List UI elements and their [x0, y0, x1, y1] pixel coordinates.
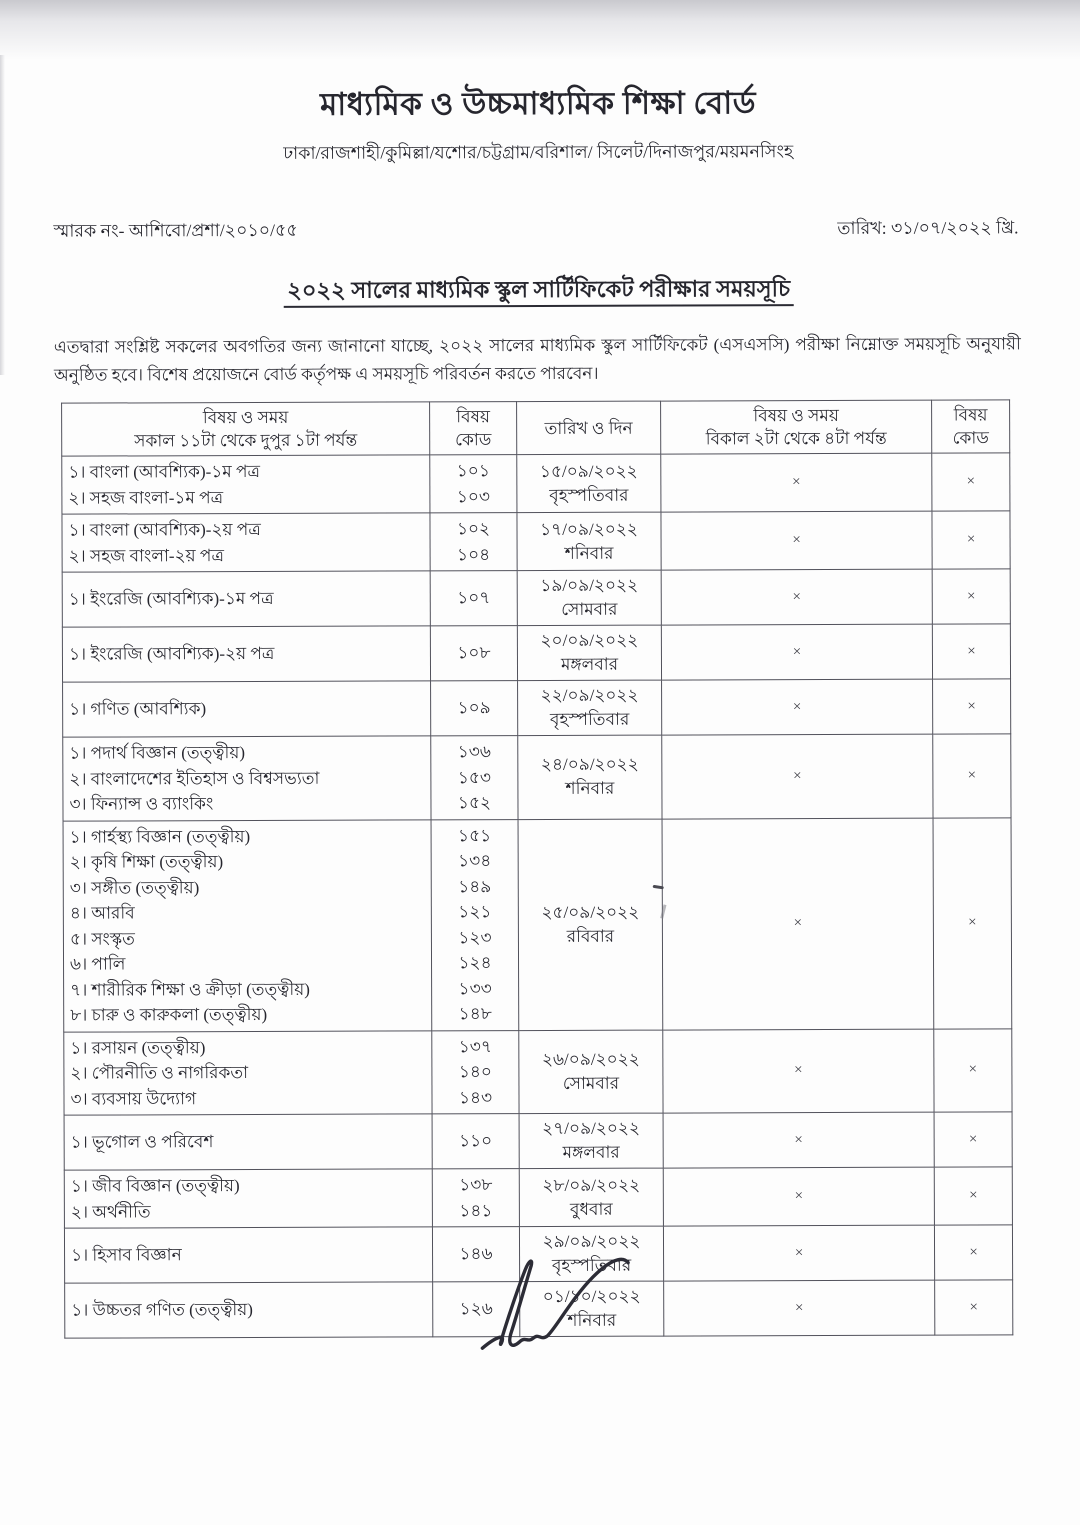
- date-day-cell: ২২/০৯/২০২২ বৃহস্পতিবার: [518, 680, 662, 736]
- date-day-cell: ২৭/০৯/২০২২ মঙ্গলবার: [519, 1113, 663, 1169]
- header-date-day: তারিখ ও দিন: [517, 401, 661, 455]
- afternoon-cell: ×: [661, 511, 932, 570]
- table-row: [62, 453, 1010, 514]
- afternoon-code-cell: ×: [932, 624, 1010, 679]
- subject-cell: ১। পদার্থ বিজ্ঞান (তত্ত্বীয়) ২। বাংলাদেশের ইতিহাস ও বিশ্বসভ্যতা ৩। ফিন্যান্স ও ব্যাংকিং: [63, 736, 431, 821]
- afternoon-code-cell: ×: [933, 679, 1011, 734]
- table-row: [62, 569, 1010, 627]
- header-subject-code: বিষয় কোড: [430, 402, 517, 455]
- header-morning-subject: বিষয় ও সময় সকাল ১১টা থেকে দুপুর ১টা পর্যন্ত: [62, 402, 430, 456]
- table-row: [64, 1112, 1012, 1170]
- memo-row: [53, 215, 1018, 247]
- afternoon-cell: ×: [661, 569, 932, 625]
- afternoon-cell: ×: [664, 1280, 935, 1336]
- afternoon-code-cell: ×: [934, 1225, 1012, 1280]
- afternoon-cell: ×: [663, 1167, 934, 1226]
- afternoon-code-cell: ×: [932, 569, 1010, 624]
- afternoon-code-cell: ×: [933, 817, 1012, 1028]
- table-row: [63, 817, 1012, 1031]
- afternoon-cell: ×: [661, 624, 932, 680]
- subject-code-cell: ১৩৬ ১৫৩ ১৫২: [431, 736, 518, 820]
- afternoon-code-cell: ×: [934, 1167, 1012, 1225]
- header-afternoon-subject: বিষয় ও সময় বিকাল ২টা থেকে ৪টা পর্যন্ত: [661, 400, 932, 454]
- subject-cell: ১। ভূগোল ও পরিবেশ: [64, 1114, 432, 1170]
- subject-code-cell: ১০২ ১০৪: [430, 513, 517, 571]
- afternoon-cell: ×: [662, 679, 933, 735]
- subject-code-cell: ১৩৮ ১৪১: [432, 1169, 519, 1227]
- afternoon-code-cell: ×: [934, 1028, 1012, 1112]
- org-board-list: ঢাকা/রাজশাহী/কুমিল্লা/যশোর/চট্টগ্রাম/বরিশাল/ সিলেট/দিনাজপুর/ময়মনসিংহ: [283, 141, 794, 163]
- table-row: [64, 1028, 1012, 1115]
- date-day-cell: ২৬/০৯/২০২২ সোমবার: [519, 1030, 663, 1114]
- date-day-cell: ১৫/০৯/২০২২ বৃহস্পতিবার: [517, 454, 661, 513]
- notice-date: তারিখ: ৩১/০৭/২০২২ খ্রি.: [837, 217, 1019, 238]
- schedule-header: [62, 400, 1010, 456]
- date-day-cell: ২৮/০৯/২০২২ বুধবার: [519, 1168, 663, 1227]
- subject-cell: ১। উচ্চতর গণিত (তত্ত্বীয়): [65, 1282, 433, 1338]
- subject-cell: ১। বাংলা (আবশ্যিক)-২য় পত্র ২। সহজ বাংলা-২য় পত্র: [62, 513, 430, 572]
- date-day-cell: ২৫/০৯/২০২২ রবিবার: [518, 819, 663, 1031]
- afternoon-code-cell: ×: [933, 734, 1011, 818]
- date-day-cell: ২০/০৯/২০২২ মঙ্গলবার: [517, 625, 661, 681]
- memo-number: স্মারক নং- আশিবো/প্রশা/২০১০/৫৫: [53, 219, 298, 241]
- date-day-cell: ২৯/০৯/২০২২ বৃহস্পতিবার: [519, 1226, 663, 1282]
- subject-cell: ১। রসায়ন (তত্ত্বীয়) ২। পৌরনীতি ও নাগরিকতা ৩। ব্যবসায় উদ্যোগ: [64, 1030, 432, 1115]
- org-name: মাধ্যমিক ও উচ্চমাধ্যমিক শিক্ষা বোর্ড: [319, 85, 757, 122]
- exam-schedule-table: [61, 399, 1013, 1338]
- table-row: [63, 679, 1011, 737]
- subject-code-cell: ১৪৬: [432, 1227, 519, 1282]
- subject-code-cell: ১০৮: [430, 626, 517, 681]
- schedule-body: [62, 453, 1013, 1338]
- subject-cell: ১। বাংলা (আবশ্যিক)-১ম পত্র ২। সহজ বাংলা-১ম পত্র: [62, 455, 430, 514]
- table-row: [62, 624, 1010, 682]
- afternoon-code-cell: ×: [932, 511, 1010, 569]
- afternoon-code-cell: ×: [935, 1280, 1013, 1335]
- page-title: ২০২২ সালের মাধ্যমিক স্কুল সার্টিফিকেট পরীক্ষার সময়সূচি: [0, 270, 1079, 312]
- afternoon-cell: ×: [663, 1225, 934, 1281]
- date-day-cell: ০১/১০/২০২২ শনিবার: [520, 1281, 664, 1337]
- date-day-cell: ১৯/০৯/২০২২ সোমবার: [517, 570, 661, 626]
- subject-code-cell: ১১০: [432, 1114, 519, 1169]
- subject-code-cell: ১০১ ১০৩: [430, 455, 517, 513]
- subject-cell: ১। জীব বিজ্ঞান (তত্ত্বীয়) ২। অর্থনীতি: [64, 1169, 432, 1228]
- afternoon-code-cell: ×: [932, 453, 1010, 511]
- subject-cell: ১। গার্হস্থ্য বিজ্ঞান (তত্ত্বীয়) ২। কৃষি শিক্ষা (তত্ত্বীয়) ৩। সঙ্গীত (তত্ত্বীয়) ৪। আরবি ৫। সংস্কৃত ৬। পালি ৭। শারীরিক শিক্ষা ও ক্রীড়া (তত্ত্বীয়) ৮। চারু ও কারুকলা (তত্ত্বীয়): [63, 819, 432, 1031]
- subject-code-cell: ১০৯: [431, 681, 518, 736]
- table-row: [62, 511, 1010, 572]
- letterhead: [0, 78, 1078, 171]
- afternoon-cell: ×: [661, 453, 932, 512]
- afternoon-cell: ×: [662, 734, 933, 818]
- subject-cell: ১। ইংরেজি (আবশ্যিক)-২য় পত্র: [62, 626, 430, 682]
- subject-code-cell: ১০৭: [430, 571, 517, 626]
- header-afternoon-code: বিষয় কোড: [932, 400, 1010, 453]
- subject-cell: ১। ইংরেজি (আবশ্যিক)-১ম পত্র: [62, 571, 430, 627]
- date-day-cell: ১৭/০৯/২০২২ শনিবার: [517, 512, 661, 571]
- subject-cell: ১। গণিত (আবশ্যিক): [63, 681, 431, 737]
- subject-code-cell: ১২৬: [433, 1282, 520, 1337]
- afternoon-cell: ×: [663, 1112, 934, 1168]
- subject-code-cell: ১৩৭ ১৪০ ১৪৩: [432, 1030, 519, 1114]
- table-row: [64, 1167, 1012, 1228]
- afternoon-code-cell: ×: [934, 1112, 1012, 1167]
- table-row: [63, 734, 1011, 821]
- subject-code-cell: ১৫১ ১৩৪ ১৪৯ ১২১ ১২৩ ১২৪ ১৩৩ ১৪৮: [431, 819, 519, 1030]
- signature-scribble: [454, 1252, 669, 1371]
- header-row: [62, 400, 1010, 456]
- intro-paragraph: এতদ্বারা সংশ্লিষ্ট সকলের অবগতির জন্য জানানো যাচ্ছে, ২০২২ সালের মাধ্যমিক স্কুল সার্টিফিকেট (এসএসসি) পরীক্ষা নিম্নোক্ত সময়সূচি অনুযায়ী অনুষ্ঠিত হবে। বিশেষ প্রয়োজনে বোর্ড কর্তৃপক্ষ এ সময়সূচি পরিবর্তন করতে পারবেন।: [53, 334, 1021, 385]
- afternoon-cell: ×: [663, 1029, 934, 1113]
- subject-cell: ১। হিসাব বিজ্ঞান: [64, 1227, 432, 1283]
- date-day-cell: ২৪/০৯/২০২২ শনিবার: [518, 735, 662, 819]
- afternoon-cell: ×: [662, 818, 934, 1030]
